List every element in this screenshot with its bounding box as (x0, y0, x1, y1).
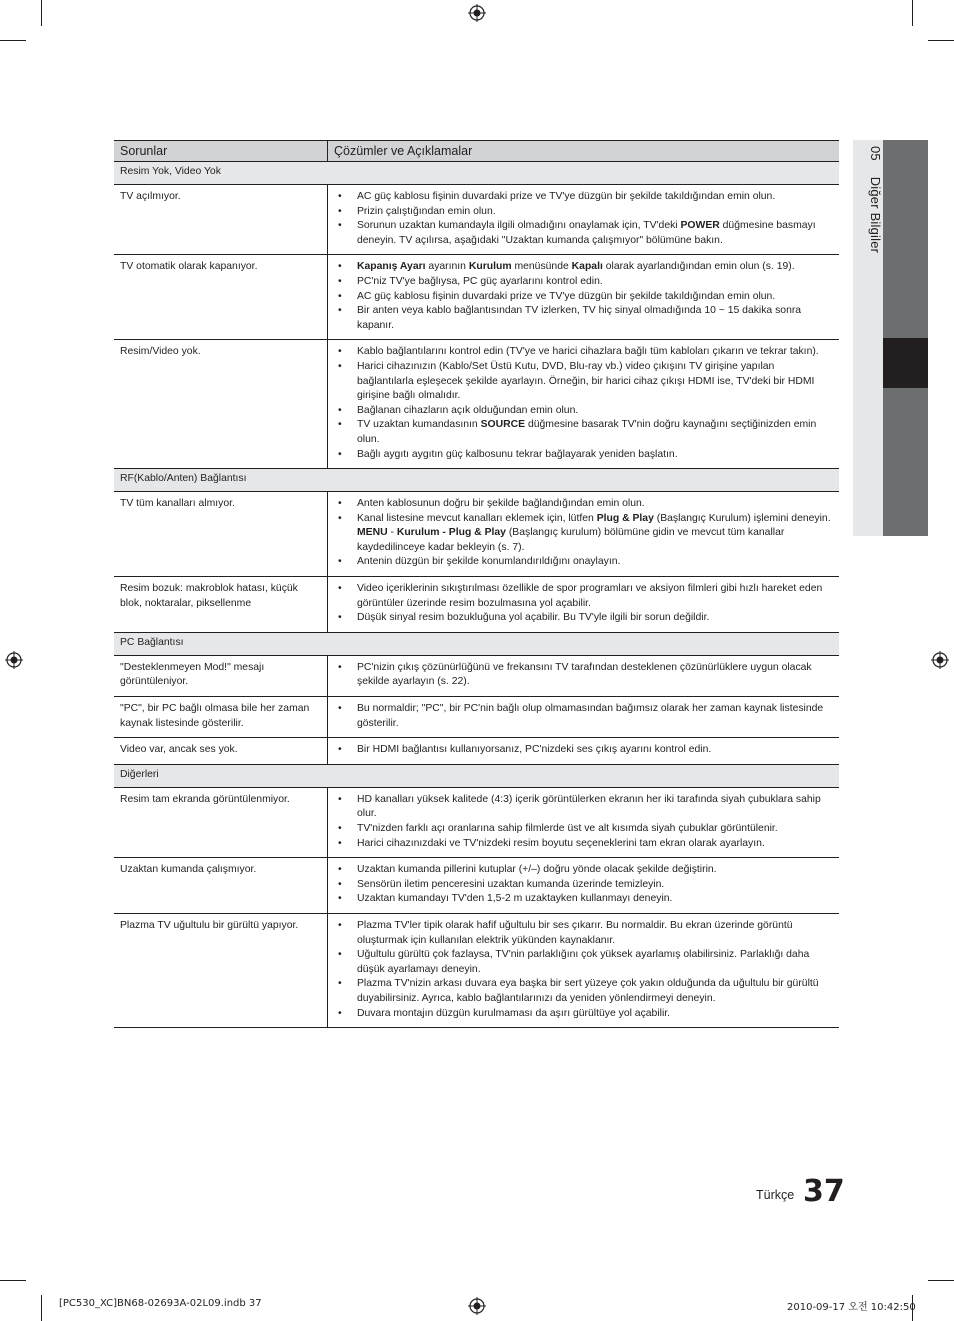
list-item (334, 290, 833, 305)
table-row (114, 492, 839, 577)
solution-text: Bir anten veya kablo bağlantısından TV izlerken, TV hiç sinyal olmadığında 10 ~ 15 dakika sonra kapanır. (357, 305, 802, 331)
section-title: Resim Yok, Video Yok (114, 162, 839, 185)
chapter-number: 05 (868, 146, 883, 161)
crop-mark (0, 1280, 26, 1281)
solution-text: PC'nizin çıkış çözünürlüğünü ve frekansını TV tarafından desteklenen çözünürlüklere uygun olacak şekilde ayarlayın (s. 22). (357, 661, 812, 688)
crop-mark (928, 1280, 954, 1281)
registration-mark-icon (5, 651, 23, 669)
list-item (334, 260, 833, 275)
solution-text: olarak ayarlandığından emin olun (s. 19). (602, 261, 795, 273)
solution-text: düğmesine basarak TV'nin doğru kaynağını seçtiğinizden emin olun. (357, 419, 817, 445)
header-solutions: Çözümler ve Açıklamalar (328, 141, 840, 162)
solution-text: Uğultulu gürültü çok fazlaysa, TV'nin parlaklığını çok yüksek ayarlamış olabilirsiniz. Parlaklığı daha düşük ayarlamayı deneyin. (357, 949, 810, 975)
chapter-tab-dark (883, 140, 928, 338)
solution-text: Bağlı aygıtı aygıtın güç kalbosunu tekrar bağlayarak yeniden başlatın. (357, 448, 678, 460)
list-item (334, 878, 833, 893)
list-item (334, 497, 833, 512)
solution-text: Kablo bağlantılarını kontrol edin (TV'ye ve harici cihazlara bağlı tüm kabloları çıkarın ve tekrar takın). (357, 346, 819, 358)
solution-text: Duvara montajın düzgün kurulmaması da aşırı gürültüye yol açabilir. (357, 1007, 671, 1019)
solution-list (334, 345, 833, 462)
solution-cell (328, 577, 840, 633)
solution-text: Antenin düzgün bir şekilde konumlandırıldığını onaylayın. (357, 556, 621, 568)
list-item (334, 582, 833, 611)
solution-text: Bir HDMI bağlantısı kullanıyorsanız, PC'nizdeki ses çıkış ayarını kontrol edin. (357, 744, 712, 756)
table-body (114, 162, 839, 1028)
problem-cell: Plazma TV uğultulu bir gürültü yapıyor. (114, 913, 328, 1027)
registration-mark-icon (468, 1297, 486, 1315)
list-item (334, 190, 833, 205)
solution-cell (328, 185, 840, 255)
table-row (114, 255, 839, 340)
solution-text: PC'niz TV'ye bağlıysa, PC güç ayarlarını kontrol edin. (357, 275, 603, 287)
table-row (114, 738, 839, 765)
solution-text: - (387, 527, 397, 539)
list-item (334, 205, 833, 220)
list-item (334, 919, 833, 948)
list-item (334, 863, 833, 878)
problem-cell: Resim bozuk: makroblok hatası, küçük blok, noktaralar, piksellenme (114, 577, 328, 633)
solution-list (334, 190, 833, 248)
troubleshooting-table (114, 140, 839, 1028)
list-item (334, 512, 833, 556)
solution-list (334, 497, 833, 570)
crop-mark (41, 1295, 42, 1321)
section-row (114, 469, 839, 492)
list-item (334, 702, 833, 731)
solution-text: Bu normaldir; "PC", bir PC'nin bağlı olup olmamasından bağımsız olarak her zaman kaynak listesinde gösterilir. (357, 703, 824, 729)
list-item (334, 275, 833, 290)
table-row (114, 858, 839, 914)
emphasis-text: MENU (357, 527, 388, 539)
solution-text: menüsünde (511, 261, 572, 273)
list-item (334, 404, 833, 419)
problem-cell: Resim tam ekranda görüntülenmiyor. (114, 787, 328, 857)
list-item (334, 1007, 833, 1022)
table-row (114, 577, 839, 633)
solution-cell (328, 655, 840, 696)
table-row (114, 340, 839, 469)
solution-cell (328, 858, 840, 914)
header-problems: Sorunlar (114, 141, 328, 162)
solution-cell (328, 492, 840, 577)
solution-text: Düşük sinyal resim bozukluğuna yol açabilir. Bu TV'yle ilgili bir sorun değildir. (357, 612, 710, 624)
section-row (114, 764, 839, 787)
solution-text: Video içeriklerinin sıkıştırılması özellikle de spor programları ve aksiyon filmleri gibi hızlı hareket eden görüntüler üzerinde resim bozulmasına yol açabilir. (357, 583, 823, 609)
list-item (334, 793, 833, 822)
page-number: 37 (803, 1174, 845, 1209)
problem-cell: TV tüm kanalları almıyor. (114, 492, 328, 577)
list-item (334, 345, 833, 360)
solution-cell (328, 787, 840, 857)
solution-list (334, 702, 833, 731)
table-header-row (114, 141, 839, 162)
solution-text: Plazma TV'nizin arkası duvara eya başka bir sert yüzeye çok yakın olduğunda da uğultulu bir gürültü duyabilirsiniz. Ayrıca, kablo bağlantılarınızı da yeniden yönlendirmeyi deneyin. (357, 978, 819, 1004)
problem-cell: Resim/Video yok. (114, 340, 328, 469)
solution-text: AC güç kablosu fişinin duvardaki prize ve TV'ye düzgün bir şekilde takıldığından emin olun. (357, 191, 776, 202)
solution-cell (328, 255, 840, 340)
chapter-tab-marker (883, 338, 928, 388)
solution-text: Harici cihazınızdaki ve TV'nizdeki resim boyutu seçeneklerini tam ekran olarak ayarlayın. (357, 837, 765, 849)
list-item (334, 892, 833, 907)
solution-text: Prizin çalıştığından emin olun. (357, 205, 496, 217)
list-item (334, 219, 833, 248)
solution-list (334, 919, 833, 1021)
solution-list (334, 661, 833, 690)
section-title: RF(Kablo/Anten) Bağlantısı (114, 469, 839, 492)
list-item (334, 837, 833, 852)
solution-text: (Başlangıç kurulum) bölümüne gidin ve mevcut tüm kanallar kaydedilinceye kadar bekleyin (s. 7). (357, 527, 785, 553)
solution-text: düğmesine basmayı deneyin. TV açılırsa, aşağıdaki "Uzaktan kumanda çalışmıyor" bölümüne bakın. (357, 220, 816, 246)
solution-list (334, 863, 833, 907)
solution-text: TV uzaktan kumandasının (357, 419, 481, 431)
solution-text: Bağlanan cihazların açık olduğundan emin olun. (357, 404, 579, 416)
solution-text: Uzaktan kumanda pillerini kutuplar (+/–) doğru yönde olacak şekilde değiştirin. (357, 864, 717, 876)
problem-cell: Video var, ancak ses yok. (114, 738, 328, 765)
solution-text: Kanal listesine mevcut kanalları eklemek için, lütfen (357, 512, 597, 524)
table-row (114, 787, 839, 857)
crop-mark (0, 40, 26, 41)
print-timestamp: 2010-09-17 오전 10:42:50 (787, 1302, 916, 1313)
problem-cell: TV otomatik olarak kapanıyor. (114, 255, 328, 340)
solution-text: TV'nizden farklı açı oranlarına sahip filmlerde üst ve alt kısımda siyah çubuklar görüntülenir. (357, 823, 778, 834)
solution-text: Sensörün iletim penceresini uzaktan kumanda üzerinde temizleyin. (357, 878, 665, 890)
registration-mark-icon (931, 651, 949, 669)
language-label: Türkçe (756, 1188, 795, 1202)
table-row (114, 655, 839, 696)
solution-list (334, 793, 833, 851)
emphasis-text: SOURCE (480, 419, 526, 431)
solution-text: Plazma TV'ler tipik olarak hafif uğultulu bir ses çıkarır. Bu normaldir. Bu ekran üzerinde görüntü oluşturmak için kullanılan elektrik yükünden kaynaklanır. (357, 919, 793, 946)
list-item (334, 743, 833, 758)
emphasis-text: Kurulum - Plug & Play (396, 527, 506, 539)
emphasis-text: POWER (680, 220, 720, 232)
crop-mark (928, 40, 954, 41)
file-info: [PC530_XC]BN68-02693A-02L09.indb 37 (59, 1298, 262, 1309)
solution-text: Uzaktan kumandayı TV'den 1,5-2 m uzaktayken kullanmayı deneyin. (357, 893, 673, 905)
table-row (114, 185, 839, 255)
list-item (334, 448, 833, 463)
list-item (334, 977, 833, 1006)
solution-text: Harici cihazınızın (Kablo/Set Üstü Kutu, DVD, Blu-ray vb.) video çıkışını TV girişine yapılan bağlantılarla eşleşecek şekilde ayarlayın. Örneğin, bir harici cihaz çıkışı HDMI ise, TV'deki bir HDMI girişine bağlı olmalıdır. (357, 360, 815, 402)
problem-cell: TV açılmıyor. (114, 185, 328, 255)
solution-cell (328, 697, 840, 738)
list-item (334, 304, 833, 333)
section-row (114, 162, 839, 185)
chapter-tab-dark (883, 388, 928, 536)
emphasis-text: Plug & Play (596, 512, 654, 524)
problem-cell: Uzaktan kumanda çalışmıyor. (114, 858, 328, 914)
list-item (334, 611, 833, 626)
section-title: Diğerleri (114, 764, 839, 787)
section-title: PC Bağlantısı (114, 632, 839, 655)
table-row (114, 913, 839, 1027)
emphasis-text: Kapalı (571, 261, 603, 273)
solution-text: Sorunun uzaktan kumandayla ilgili olmadığını onaylamak için, TV'deki (357, 220, 681, 232)
solution-list (334, 743, 833, 758)
crop-mark (41, 0, 42, 26)
solution-text: ayarının (425, 261, 469, 273)
list-item (334, 418, 833, 447)
section-row (114, 632, 839, 655)
solution-text: HD kanalları yüksek kalitede (4:3) içerik görüntülerken ekranın her iki tarafında siyah çubuklara sahip olur. (357, 793, 821, 820)
solution-cell (328, 738, 840, 765)
list-item (334, 360, 833, 404)
solution-text: AC güç kablosu fişinin duvardaki prize ve TV'ye düzgün bir şekilde takıldığından emin olun. (357, 290, 776, 302)
list-item (334, 822, 833, 837)
registration-mark-icon (468, 4, 486, 22)
list-item (334, 948, 833, 977)
solution-list (334, 582, 833, 626)
chapter-title: Diğer Bilgiler (868, 176, 883, 254)
list-item (334, 661, 833, 690)
solution-cell (328, 340, 840, 469)
solution-cell (328, 913, 840, 1027)
emphasis-text: Kapanış Ayarı (357, 261, 426, 273)
table-row (114, 697, 839, 738)
solution-list (334, 260, 833, 333)
problem-cell: "Desteklenmeyen Mod!" mesajı görüntüleniyor. (114, 655, 328, 696)
emphasis-text: Kurulum (468, 261, 512, 273)
chapter-label (868, 146, 883, 253)
list-item (334, 555, 833, 570)
solution-text: Anten kablosunun doğru bir şekilde bağlandığından emin olun. (357, 498, 645, 510)
crop-mark (912, 0, 913, 26)
solution-text: (Başlangıç Kurulum) işlemini deneyin. (653, 512, 831, 524)
problem-cell: "PC", bir PC bağlı olmasa bile her zaman kaynak listesinde gösterilir. (114, 697, 328, 738)
